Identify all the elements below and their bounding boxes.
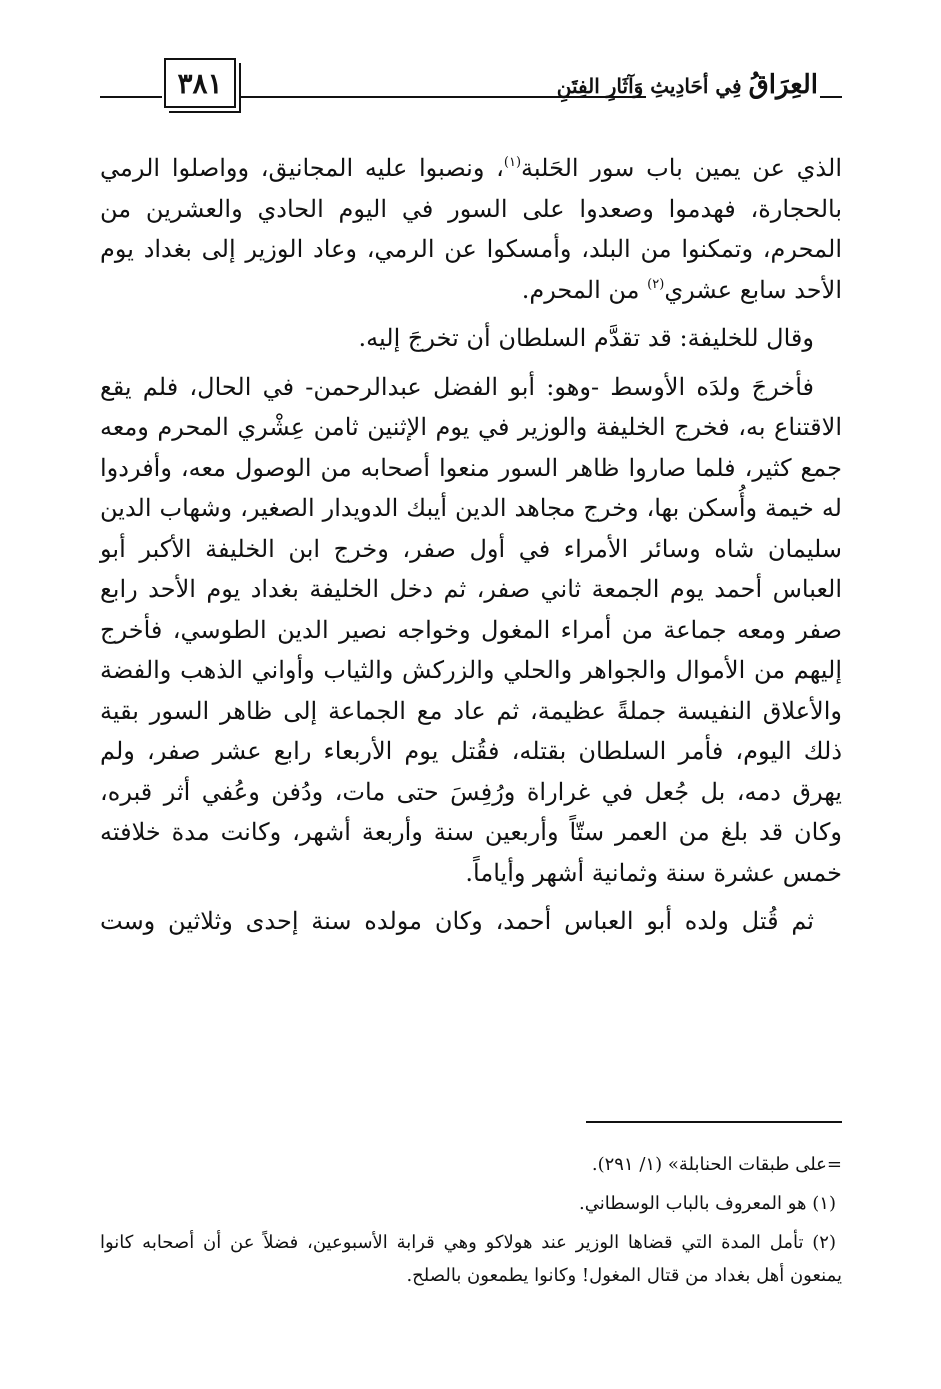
header-rule-middle — [240, 96, 646, 98]
paragraph-2: وقال للخليفة: قد تقدَّم السلطان أن تخرجَ إليه. — [358, 324, 814, 352]
paragraph-1-part-a: الذي عن يمين باب سور الحَلبة — [521, 154, 842, 182]
page-number: ٣٨١ — [164, 58, 236, 108]
book-title-main: العِرَاقُ — [748, 70, 818, 100]
footnote-ref-1[interactable]: (١) — [503, 155, 522, 170]
paragraph-3: فأخرجَ ولدَه الأوسط -وهو: أبو الفضل عبدالرحمن- في الحال، فلم يقع الاقتناع به، فخرج الخليفة والوزير في يوم الإثنين ثامن عِشْري المحرم ومعه جمع كثير، فلما صاروا ظاهر السور منعوا أصحابه من الوصول معه، وأفردوا له خيمة وأُسكن بها، وخرج مجاهد الدين أيبك الدويدار الصغير، وشهاب الدين سليمان شاه وسائر الأمراء في أول صفر، وخرج ابن الخليفة الأكبر أبو العباس أحمد يوم الجمعة ثاني صفر، ثم دخل الخليفة بغداد يوم الأحد رابع صفر ومعه جماعة من أمراء المغول وخواجه نصير الدين الطوسي، فأخرج إليهم من الأموال والجواهر والحلي والزركش والثياب وأواني الذهب والفضة والأعلاق النفيسة جملةً عظيمة، ثم عاد مع الجماعة إلى ظاهر السور بقية ذلك اليوم، فأمر السلطان بقتله، فقُتل يوم الأربعاء رابع عشر صفر، ولم يهرق دمه، بل جُعل في غراراة ورُفِسَ حتى مات، ودُفن وعُفي أثر قبره، وكان قد بلغ من العمر ستّاً وأربعين سنة وأربعة أشهر، وكانت مدة خلافته خمس عشرة سنة وثمانية أشهر وأياماً. — [100, 372, 842, 887]
footnote-ref-2[interactable]: (٢) — [647, 276, 665, 292]
paragraph-4: ثم قُتل ولده أبو العباس أحمد، وكان مولده سنة إحدى وثلاثين وست — [100, 907, 814, 935]
main-text — [100, 148, 842, 950]
book-title-rest: فِي أحَادِيثِ وَآثَارِ الفِتَنِ — [556, 74, 742, 98]
running-header — [100, 52, 842, 112]
book-title — [556, 70, 818, 100]
paragraph-1-part-c: من المحرم. — [521, 275, 648, 304]
footnote-2: (٢) تأمل المدة التي قضاها الوزير عند هولاكو وهي قرابة الأسبوعين، فضلاً عن أن أصحابه كانوا يمنعون أهل بغداد من قتال المغول! وكانوا يطمعون بالصلح. — [100, 1232, 842, 1286]
footnote-continuation: =على طبقات الحنابلة» (١/ ٢٩١). — [591, 1154, 842, 1175]
header-rule-right — [820, 96, 842, 98]
paragraph-1-part-b: ، ونصبوا عليه المجانيق، وواصلوا الرمي بالحجارة، فهدموا وصعدوا على السور في اليوم الحادي والعشرين من المحرم، وتمكنوا من البلد، وأمسكوا عن الرمي، وعاد الوزير إلى بغداد يوم الأحد سابع عشري — [100, 154, 842, 304]
header-rule-left — [100, 96, 162, 98]
footnote-separator — [586, 1121, 842, 1123]
paragraph-1 — [100, 148, 842, 310]
footnote-1: (١) هو المعروف بالباب الوسطاني. — [579, 1193, 836, 1214]
footnotes — [100, 1148, 842, 1298]
